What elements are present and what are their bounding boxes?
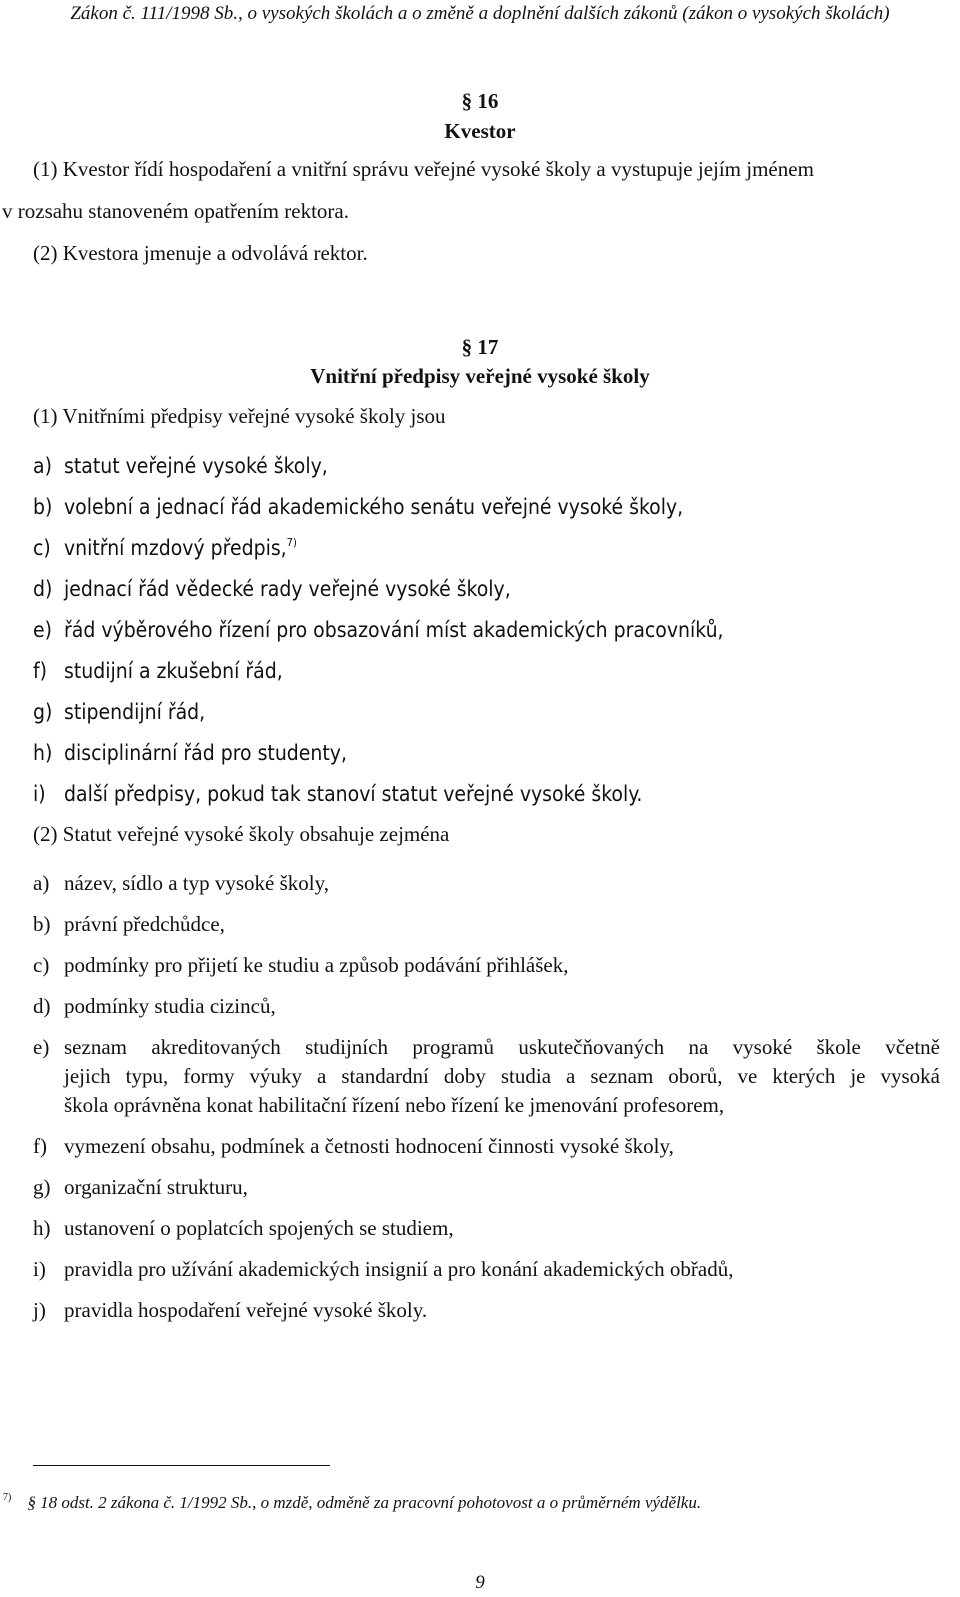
list-item	[33, 698, 205, 726]
footnote-text: § 18 odst. 2 zákona č. 1/1992 Sb., o mzdě, odměně za pracovní pohotovost a o průměrném výdělku.	[27, 1493, 702, 1512]
section-17-number: § 17	[461, 335, 499, 359]
list-item	[33, 1255, 733, 1283]
list-item-text-line-3: škola oprávněna konat habilitační řízení nebo řízení ke jmenování profesorem,	[64, 1093, 725, 1117]
list-item-text: ustanovení o poplatcích spojených se studiem,	[64, 1216, 454, 1240]
list-item	[33, 739, 347, 767]
list-item-text: řád výběrového řízení pro obsazování míst akademických pracovníků,	[64, 618, 724, 642]
list-item-text: jednací řád vědecké rady veřejné vysoké školy,	[64, 577, 511, 601]
list-item-label: f)	[33, 1134, 47, 1158]
list-item-text: organizační strukturu,	[64, 1175, 248, 1199]
list-item-label: i)	[33, 1257, 46, 1281]
section-16-paragraph-2: (2) Kvestora jmenuje a odvolává rektor.	[33, 241, 368, 265]
list-item	[33, 1132, 674, 1160]
list-item-label: j)	[33, 1298, 46, 1322]
list-item-label: g)	[33, 1175, 51, 1199]
list-item-label: e)	[33, 1035, 50, 1059]
list-item-text: vnitřní mzdový předpis,	[64, 536, 287, 560]
list-item	[33, 452, 328, 480]
section-17-title: Vnitřní předpisy veřejné vysoké školy	[310, 364, 650, 388]
list-item-text: volební a jednací řád akademického senátu veřejné vysoké školy,	[64, 495, 684, 519]
section-17-paragraph-1-intro: (1) Vnitřními předpisy veřejné vysoké školy jsou	[33, 404, 446, 428]
list-item-text-line-2: jejich typu, formy výuky a standardní doby studia a seznam oborů, ve kterých je vysoká	[64, 1064, 940, 1088]
footnote-separator	[33, 1465, 330, 1466]
section-17-paragraph-2-intro: (2) Statut veřejné vysoké školy obsahuje zejména	[33, 822, 450, 846]
list-item	[33, 657, 283, 685]
list-item-text: pravidla pro užívání akademických insignií a pro konání akademických obřadů,	[64, 1257, 734, 1281]
list-item	[33, 534, 297, 562]
footnote	[3, 1492, 701, 1514]
list-item-label: e)	[33, 618, 53, 642]
list-item-text: podmínky pro přijetí ke studiu a způsob podávání přihlášek,	[64, 953, 569, 977]
list-item-label: f)	[33, 659, 48, 683]
list-item-label: c)	[33, 953, 50, 977]
list-item-text: disciplinární řád pro studenty,	[64, 741, 347, 765]
list-item	[33, 1173, 248, 1201]
list-item-text: stipendijní řád,	[64, 700, 206, 724]
footnote-marker: 7)	[3, 1492, 12, 1503]
list-item	[33, 992, 276, 1020]
section-16-paragraph-1-line-2: v rozsahu stanoveném opatřením rektora.	[2, 199, 349, 223]
list-item-text: podmínky studia cizinců,	[64, 994, 276, 1018]
list-item	[33, 1296, 427, 1324]
list-item	[33, 616, 724, 644]
list-item-text: pravidla hospodaření veřejné vysoké školy.	[64, 1298, 428, 1322]
page-number: 9	[475, 1572, 485, 1593]
list-item-label: d)	[33, 994, 51, 1018]
section-16-number: § 16	[461, 89, 499, 113]
list-item-label: c)	[33, 536, 51, 560]
list-item-label: g)	[33, 700, 53, 724]
list-item-text: vymezení obsahu, podmínek a četnosti hodnocení činnosti vysoké školy,	[64, 1134, 674, 1158]
list-item-label: d)	[33, 577, 53, 601]
list-item	[33, 910, 225, 938]
list-item-label: h)	[33, 1216, 51, 1240]
running-header: Zákon č. 111/1998 Sb., o vysokých školách a o změně a doplnění dalších zákonů (zákon o vysokých školách)	[70, 3, 890, 24]
list-item	[33, 1214, 454, 1242]
list-item-label: a)	[33, 871, 50, 895]
list-item-label: b)	[33, 912, 51, 936]
section-16-title: Kvestor	[444, 119, 516, 143]
list-item-text: název, sídlo a typ vysoké školy,	[64, 871, 329, 895]
list-item	[33, 780, 642, 808]
list-item-label: a)	[33, 454, 52, 478]
list-item	[33, 951, 569, 979]
footnote-reference: 7)	[286, 536, 297, 549]
list-item-text: statut veřejné vysoké školy,	[64, 454, 328, 478]
list-item-text: studijní a zkušební řád,	[64, 659, 283, 683]
list-item-label: h)	[33, 741, 53, 765]
list-item	[33, 869, 329, 897]
list-item-text: další předpisy, pokud tak stanoví statut veřejné vysoké školy.	[64, 782, 643, 806]
list-item	[33, 575, 511, 603]
list-item-label: i)	[33, 782, 46, 806]
section-16-paragraph-1-line-1: (1) Kvestor řídí hospodaření a vnitřní správu veřejné vysoké školy a vystupuje jejím jménem	[33, 157, 814, 181]
list-item	[33, 493, 683, 521]
list-item-label: b)	[33, 495, 53, 519]
list-item-text: právní předchůdce,	[64, 912, 225, 936]
list-item-text-line-1: seznam akreditovaných studijních programů uskutečňovaných na vysoké škole včetně	[64, 1035, 940, 1059]
